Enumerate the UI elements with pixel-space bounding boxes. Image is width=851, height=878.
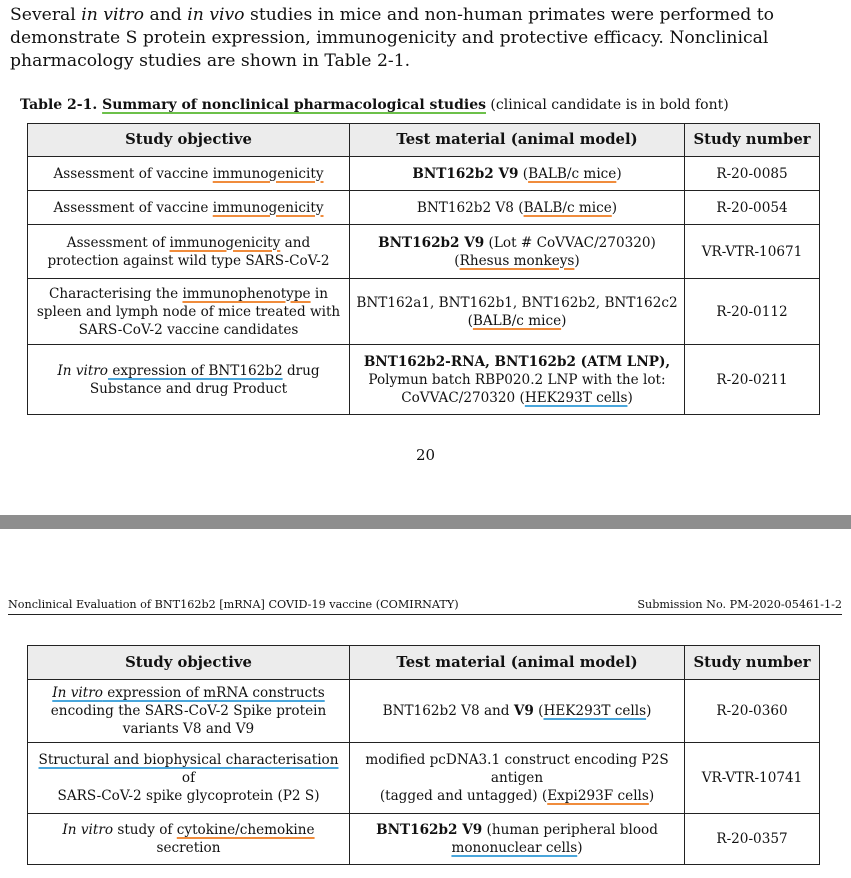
table-row — [28, 157, 820, 191]
header-study-number: Study number — [685, 124, 820, 157]
study-number-cell: R-20-0357 — [685, 814, 820, 865]
page-number: 20 — [415, 446, 436, 464]
caption-title: Summary of nonclinical pharmacological studies — [102, 97, 486, 113]
submission-number: Submission No. PM-2020-05461-1-2 — [637, 598, 842, 611]
test-material-cell: BNT162b2 V9 (human peripheral blood mononuclear cells) — [350, 814, 685, 865]
table-row — [28, 345, 820, 415]
test-material-cell: BNT162b2 V9 (BALB/c mice) — [350, 157, 685, 191]
header-test-material: Test material (animal model) — [350, 646, 685, 680]
table-row — [28, 680, 820, 743]
test-material-cell: BNT162b2-RNA, BNT162b2 (ATM LNP), Polymun batch RBP020.2 LNP with the lot: CoVVAC/270320 (HEK293T cells) — [350, 345, 685, 415]
study-objective-cell: Characterising the immunophenotype in spleen and lymph node of mice treated with SARS-CoV-2 vaccine candidates — [28, 279, 350, 345]
table-header-row — [28, 646, 820, 680]
header-study-number: Study number — [685, 646, 820, 680]
studies-table-1 — [27, 123, 820, 415]
test-material-cell: modified pcDNA3.1 construct encoding P2S antigen (tagged and untagged) (Expi293F cells) — [350, 743, 685, 814]
study-number-cell: R-20-0211 — [685, 345, 820, 415]
study-objective-cell: Assessment of immunogenicity and protection against wild type SARS-CoV-2 — [28, 225, 350, 279]
test-material-cell: BNT162b2 V9 (Lot # CoVVAC/270320) (Rhesus monkeys) — [350, 225, 685, 279]
table-header-row — [28, 124, 820, 157]
table-row — [28, 225, 820, 279]
studies-table-2 — [27, 645, 820, 865]
running-header-title: Nonclinical Evaluation of BNT162b2 [mRNA] COVID-19 vaccine (COMIRNATY) — [8, 598, 459, 611]
test-material-cell: BNT162a1, BNT162b1, BNT162b2, BNT162c2 (BALB/c mice) — [350, 279, 685, 345]
study-objective-cell: Assessment of vaccine immunogenicity — [28, 157, 350, 191]
study-objective-cell: Assessment of vaccine immunogenicity — [28, 191, 350, 225]
intro-paragraph: Several in vitro and in vivo studies in mice and non-human primates were performed to demonstrate S protein expression, immunogenicity and protective efficacy. Nonclinical pharmacology studies are shown in Table 2-1. — [10, 5, 774, 71]
table-row — [28, 814, 820, 865]
table-row — [28, 743, 820, 814]
study-objective-cell: In vitro expression of mRNA constructs encoding the SARS-CoV-2 Spike protein variants V8 and V9 — [28, 680, 350, 743]
test-material-cell: BNT162b2 V8 (BALB/c mice) — [350, 191, 685, 225]
study-objective-cell: Structural and biophysical characterisation of SARS-CoV-2 spike glycoprotein (P2 S) — [28, 743, 350, 814]
table-row — [28, 191, 820, 225]
table-row — [28, 279, 820, 345]
study-number-cell: R-20-0085 — [685, 157, 820, 191]
page-separator — [0, 515, 851, 529]
study-number-cell: VR-VTR-10671 — [685, 225, 820, 279]
header-test-material: Test material (animal model) — [350, 124, 685, 157]
study-number-cell: VR-VTR-10741 — [685, 743, 820, 814]
study-objective-cell: In vitro expression of BNT162b2 drug Substance and drug Product — [28, 345, 350, 415]
running-header — [8, 597, 842, 615]
study-number-cell: R-20-0054 — [685, 191, 820, 225]
test-material-cell: BNT162b2 V8 and V9 (HEK293T cells) — [350, 680, 685, 743]
table-caption: Table 2-1. Summary of nonclinical pharmacological studies (clinical candidate is in bold font) — [20, 97, 729, 113]
study-number-cell: R-20-0360 — [685, 680, 820, 743]
study-number-cell: R-20-0112 — [685, 279, 820, 345]
header-study-objective: Study objective — [28, 646, 350, 680]
study-objective-cell: In vitro study of cytokine/chemokine secretion — [28, 814, 350, 865]
header-study-objective: Study objective — [28, 124, 350, 157]
